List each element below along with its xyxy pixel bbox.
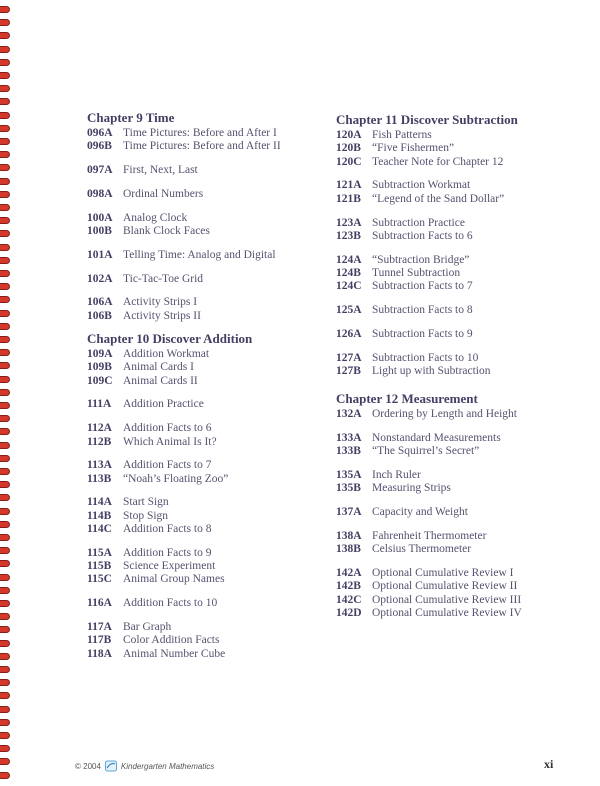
spiral-ring <box>0 32 10 39</box>
toc-entry <box>336 327 473 341</box>
entry-code: 111A <box>87 398 112 411</box>
entry-code: 102A <box>87 272 113 285</box>
entry-code: 124C <box>336 280 362 293</box>
spiral-ring <box>0 270 10 277</box>
spiral-ring <box>0 125 10 132</box>
entry-code: 126A <box>336 327 362 340</box>
toc-entry <box>87 309 201 323</box>
entry-code: 133B <box>336 445 361 458</box>
entry-title: Animal Cards I <box>123 361 194 374</box>
spiral-ring <box>0 191 10 198</box>
spiral-ring <box>0 719 10 726</box>
entry-title: Addition Workmat <box>123 348 210 360</box>
entry-title: Tunnel Subtraction <box>372 266 461 279</box>
toc-entry <box>87 187 203 201</box>
spiral-ring <box>0 732 10 739</box>
entry-title: Nonstandard Measurements <box>372 432 501 444</box>
spiral-ring <box>0 164 10 171</box>
entry-title: First, Next, Last <box>123 164 198 177</box>
spiral-ring <box>0 428 10 435</box>
entry-title: Optional Cumulative Review I <box>372 567 514 580</box>
spiral-ring <box>0 494 10 501</box>
spiral-ring <box>0 560 10 567</box>
spiral-ring <box>0 257 10 264</box>
toc-entry <box>87 272 203 286</box>
spiral-ring <box>0 138 10 145</box>
entry-title: Animal Cards II <box>123 374 198 387</box>
entry-title: Subtraction Facts to 7 <box>372 280 473 293</box>
entry-code: 142B <box>336 580 361 593</box>
entry-code: 113A <box>87 459 112 472</box>
entry-code: 106B <box>87 309 112 322</box>
entry-code: 133A <box>336 432 362 444</box>
book-title: Kindergarten Mathematics <box>120 761 215 771</box>
toc-entry <box>336 481 451 495</box>
entry-code: 127B <box>336 364 361 377</box>
entry-code: 115A <box>87 546 112 559</box>
entry-title: Subtraction Facts to 6 <box>372 229 473 242</box>
toc-entry <box>336 155 503 169</box>
entry-code: 101A <box>87 248 113 261</box>
toc-entry <box>336 606 522 620</box>
spiral-ring <box>0 46 10 53</box>
entry-title: “Legend of the Sand Dollar” <box>372 192 505 205</box>
spiral-ring <box>0 653 10 660</box>
spiral-ring <box>0 745 10 752</box>
toc-entry <box>87 211 187 225</box>
entry-title: Subtraction Facts to 10 <box>372 351 479 364</box>
toc-entry <box>336 505 468 519</box>
spiral-ring <box>0 626 10 633</box>
toc-entry <box>87 620 171 634</box>
entry-title: Start Sign <box>123 496 169 509</box>
entry-code: 112A <box>87 422 112 435</box>
entry-code: 117B <box>87 634 112 647</box>
entry-title: Teacher Note for Chapter 12 <box>372 155 504 168</box>
spiral-ring <box>0 706 10 713</box>
chapter-heading: Chapter 10 Discover Addition <box>87 331 253 346</box>
spiral-ring <box>0 402 10 409</box>
toc-entry <box>87 374 198 388</box>
spiral-ring <box>0 587 10 594</box>
spiral-ring <box>0 217 10 224</box>
chapter-heading: Chapter 12 Measurement <box>336 391 478 407</box>
entry-title: Capacity and Weight <box>372 506 468 519</box>
toc-entry <box>87 139 281 153</box>
spiral-ring <box>0 376 10 383</box>
toc-entry <box>87 559 215 573</box>
entry-title: Analog Clock <box>123 211 188 224</box>
toc-entry <box>336 468 421 482</box>
entry-title: Addition Practice <box>123 398 204 411</box>
spiral-ring <box>0 6 10 13</box>
spiral-ring <box>0 613 10 620</box>
spiral-ring <box>0 415 10 422</box>
entry-title: Fahrenheit Thermometer <box>372 530 487 542</box>
entry-code: 116A <box>87 597 112 610</box>
toc-entry <box>336 303 473 317</box>
entry-title: Light up with Subtraction <box>372 364 491 377</box>
toc-entry <box>336 431 501 445</box>
chapter-heading: Chapter 9 Time <box>87 110 175 125</box>
entry-title: Addition Facts to 8 <box>123 523 212 535</box>
entry-code: 120B <box>336 142 361 155</box>
entry-code: 109B <box>87 361 112 374</box>
toc-entry <box>87 163 198 177</box>
toc-entry <box>87 596 217 610</box>
entry-title: Ordering by Length and Height <box>372 408 517 421</box>
entry-code: 113B <box>87 472 112 485</box>
entry-code: 135A <box>336 469 362 482</box>
entry-code: 117A <box>87 621 112 633</box>
entry-title: Ordinal Numbers <box>123 187 204 200</box>
spiral-ring <box>0 666 10 673</box>
entry-code: 132A <box>336 408 362 421</box>
spiral-ring <box>0 72 10 79</box>
entry-title: Bar Graph <box>123 621 172 633</box>
entry-code: 142C <box>336 593 362 606</box>
entry-title: Tic-Tac-Toe Grid <box>123 272 204 285</box>
toc-entry <box>87 224 210 238</box>
spiral-ring <box>0 442 10 449</box>
entry-code: 142D <box>336 607 362 619</box>
spiral-ring <box>0 600 10 607</box>
entry-code: 124A <box>336 253 362 266</box>
toc-entry <box>336 593 521 607</box>
page-footer <box>75 760 214 772</box>
spiral-ring <box>0 772 10 779</box>
spiral-ring <box>0 85 10 92</box>
toc-entry <box>87 126 277 140</box>
toc-entry <box>87 435 217 449</box>
toc-entry <box>336 216 465 230</box>
entry-title: Measuring Strips <box>372 482 451 495</box>
entry-code: 109A <box>87 348 113 360</box>
spiral-ring <box>0 679 10 686</box>
entry-code: 123B <box>336 229 361 242</box>
spiral-ring <box>0 323 10 330</box>
entry-title: Activity Strips I <box>123 296 198 309</box>
entry-code: 123A <box>336 216 362 229</box>
entry-code: 125A <box>336 304 362 316</box>
entry-code: 098A <box>87 187 113 200</box>
entry-title: “Five Fishermen” <box>372 142 455 155</box>
toc-entry <box>87 421 212 435</box>
entry-title: Time Pictures: Before and After II <box>123 140 281 153</box>
chapter-heading: Chapter 11 Discover Subtraction <box>336 112 518 127</box>
entry-title: Optional Cumulative Review IV <box>372 607 522 619</box>
spiral-ring <box>0 547 10 554</box>
entry-title: “Subtraction Bridge” <box>372 253 470 266</box>
entry-code: 138A <box>336 530 362 542</box>
spiral-ring <box>0 521 10 528</box>
spiral-ring <box>0 508 10 515</box>
entry-code: 106A <box>87 296 113 309</box>
toc-entry <box>336 364 491 378</box>
entry-code: 114A <box>87 496 112 509</box>
toc-entry <box>87 572 225 586</box>
entry-title: Addition Facts to 7 <box>123 459 212 472</box>
entry-title: Addition Facts to 6 <box>123 422 212 435</box>
entry-code: 121A <box>336 179 362 192</box>
spiral-ring <box>0 296 10 303</box>
entry-code: 114B <box>87 509 112 522</box>
toc-entry <box>336 178 470 192</box>
toc-entry <box>87 248 276 262</box>
spiral-ring <box>0 640 10 647</box>
copyright-text: © 2004 <box>75 761 101 771</box>
spiral-ring <box>0 468 10 475</box>
toc-entry <box>87 495 169 509</box>
entry-code: 118A <box>87 647 112 660</box>
toc-entry <box>87 295 197 309</box>
spiral-ring <box>0 389 10 396</box>
entry-title: Optional Cumulative Review II <box>372 580 518 593</box>
entry-title: Science Experiment <box>123 560 216 573</box>
spiral-ring <box>0 204 10 211</box>
toc-entry <box>336 444 479 458</box>
entry-code: 114C <box>87 523 112 535</box>
entry-code: 121B <box>336 192 361 205</box>
toc-entry <box>336 253 469 267</box>
entry-code: 096B <box>87 140 112 153</box>
book-logo-icon <box>105 760 117 772</box>
entry-code: 135B <box>336 482 361 495</box>
entry-title: Addition Facts to 10 <box>123 597 218 610</box>
entry-code: 120A <box>336 129 362 141</box>
toc-entry <box>336 279 473 293</box>
entry-title: Subtraction Facts to 9 <box>372 327 473 340</box>
spiral-binding <box>0 0 14 786</box>
page-number: xi <box>544 757 554 771</box>
entry-title: Activity Strips II <box>123 309 201 322</box>
entry-code: 115C <box>87 573 112 586</box>
entry-title: Addition Facts to 9 <box>123 546 212 559</box>
entry-title: Subtraction Facts to 8 <box>372 304 473 316</box>
spiral-ring <box>0 362 10 369</box>
entry-title: Blank Clock Faces <box>123 225 210 237</box>
spiral-ring <box>0 455 10 462</box>
toc-entry <box>336 128 432 142</box>
entry-code: 100A <box>87 211 113 224</box>
entry-title: Fish Patterns <box>372 129 432 141</box>
spiral-ring <box>0 178 10 185</box>
toc-entry <box>336 542 471 556</box>
entry-title: Subtraction Practice <box>372 216 465 229</box>
entry-title: Time Pictures: Before and After I <box>123 127 277 139</box>
entry-code: 115B <box>87 560 112 573</box>
spiral-ring <box>0 534 10 541</box>
toc-entry <box>87 546 212 560</box>
spiral-ring <box>0 19 10 26</box>
toc-entry <box>336 141 454 155</box>
spiral-ring <box>0 574 10 581</box>
toc-entry <box>336 192 504 206</box>
entry-code: 124B <box>336 266 361 279</box>
spiral-ring <box>0 230 10 237</box>
entry-title: Celsius Thermometer <box>372 543 472 556</box>
toc-entry <box>336 529 486 543</box>
toc-entry <box>87 360 194 374</box>
toc-entry <box>87 647 225 661</box>
toc-entry <box>336 407 517 421</box>
entry-code: 120C <box>336 155 362 168</box>
entry-title: “Noah’s Floating Zoo” <box>123 472 229 485</box>
toc-entry <box>336 579 517 593</box>
entry-title: “The Squirrel’s Secret” <box>372 445 480 458</box>
toc-entry <box>87 522 212 536</box>
spiral-ring <box>0 349 10 356</box>
toc-entry <box>87 633 219 647</box>
entry-title: Optional Cumulative Review III <box>372 593 522 606</box>
spiral-ring <box>0 59 10 66</box>
entry-code: 097A <box>87 164 113 177</box>
entry-code: 100B <box>87 225 112 237</box>
spiral-ring <box>0 310 10 317</box>
entry-title: Inch Ruler <box>372 469 421 482</box>
entry-title: Color Addition Facts <box>123 634 220 647</box>
spiral-ring <box>0 336 10 343</box>
entry-code: 138B <box>336 543 361 556</box>
spiral-ring <box>0 481 10 488</box>
spiral-ring <box>0 244 10 251</box>
spiral-ring <box>0 692 10 699</box>
entry-title: Telling Time: Analog and Digital <box>123 248 276 261</box>
toc-entry <box>336 566 514 580</box>
spiral-ring <box>0 151 10 158</box>
entry-code: 096A <box>87 127 113 139</box>
spiral-ring <box>0 112 10 119</box>
entry-title: Which Animal Is It? <box>123 435 217 448</box>
toc-entry <box>336 351 478 365</box>
entry-code: 109C <box>87 374 113 387</box>
toc-entry <box>336 229 473 243</box>
entry-code: 112B <box>87 435 112 448</box>
toc-entry <box>87 347 209 361</box>
entry-title: Subtraction Workmat <box>372 179 471 192</box>
entry-title: Stop Sign <box>123 509 169 522</box>
toc-entry <box>87 509 168 523</box>
entry-code: 142A <box>336 567 362 580</box>
toc-entry <box>336 266 460 280</box>
spiral-ring <box>0 283 10 290</box>
entry-title: Animal Number Cube <box>123 647 226 660</box>
entry-code: 127A <box>336 351 362 364</box>
toc-entry <box>87 397 204 411</box>
toc-entry <box>87 458 212 472</box>
entry-code: 137A <box>336 506 362 519</box>
spiral-ring <box>0 758 10 765</box>
toc-entry <box>87 472 228 486</box>
spiral-ring <box>0 98 10 105</box>
entry-title: Animal Group Names <box>123 573 225 586</box>
